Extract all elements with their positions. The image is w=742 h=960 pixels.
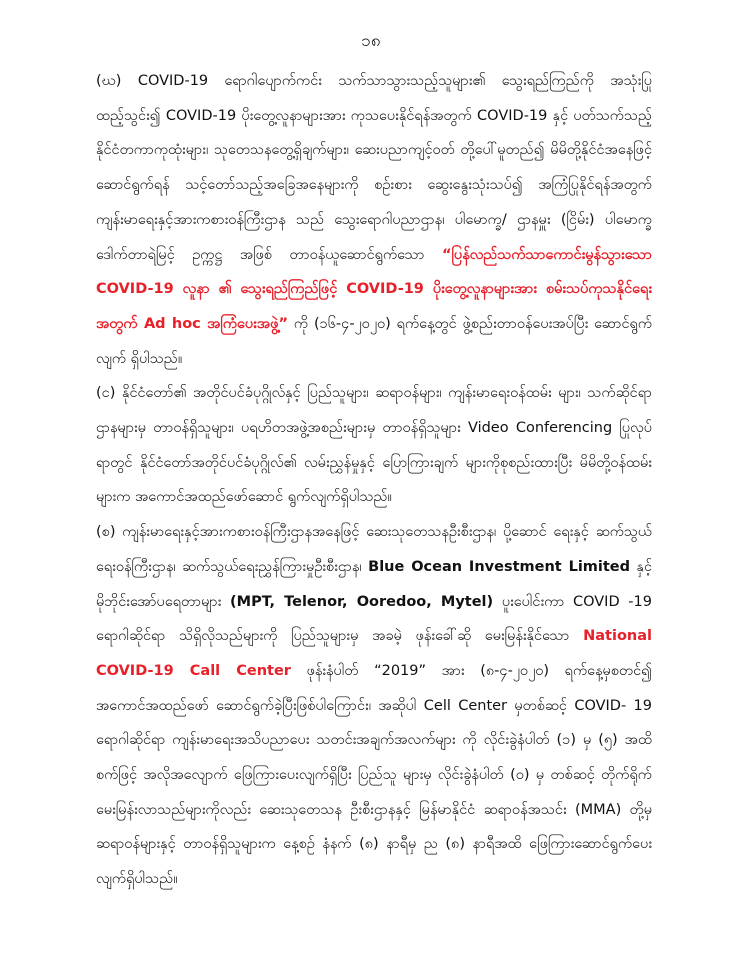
- paragraph-nga: [96, 376, 652, 515]
- paragraph-text: (င) နိုင်ငံတော်၏ အတိုင်ပင်ခံပုဂ္ဂိုလ်နှင့် ပြည်သူများ၊ ဆရာဝန်များ၊ ကျန်းမာရေးဝန်ထမ်း များ၊ သက်ဆိုင်ရာဌာနများမှ တာဝန်ရှိသူများ၊ ပရဟိတအဖွဲ့အစည်းများမှ တာဝန်ရှိသူများ Video Conferencing ပြုလုပ်ရာတွင် နိုင်ငံတော်အတိုင်ပင်ခံပုဂ္ဂိုလ်၏ လမ်းညွှန်မှုနှင့် ပြောကြားချက် များကိုစုစည်းထားပြီး မိမိတို့ဝန်ထမ်းများက အကောင်အထည်ဖော်ဆောင် ရွက်လျက်ရှိပါသည်။: [96, 385, 652, 506]
- paragraph-text: ဖုန်းနံပါတ် “2019” အား (၈-၄-၂၀၂၀) ရက်နေ့မှစတင်၍ အကောင်အထည်ဖော် ဆောင်ရွက်ခဲ့ပြီးဖြစ်ပါကြောင်း၊ အဆိုပါ Cell Center မှတစ်ဆင့် COVID- 19 ရောဂါဆိုင်ရာ ကျန်းမာရေးအသိပညာပေး သတင်းအချက်အလက်များ ကို လိုင်းခွဲနံပါတ် (၁) မှ (၅) အထိ စက်ဖြင့် အလိုအလျောက် ဖြေကြားပေးလျက်ရှိပြီး ပြည်သူ များမှ လိုင်းခွဲနံပါတ် (၀) မှ တစ်ဆင့် တိုက်ရိုက်မေးမြန်းလာသည်များကိုလည်း ဆေးသုတေသန ဦးစီးဌာနနှင့် မြန်မာနိုင်ငံ ဆရာဝန်အသင်း (MMA) တို့မှ ဆရာဝန်များနှင့် တာဝန်ရှိသူများက နေ့စဉ် နံနက် (၈) နာရီမှ ည (၈) နာရီအထိ ဖြေကြားဆောင်ရွက်ပေးလျက်ရှိပါသည်။: [96, 662, 652, 888]
- paragraph-gha: [96, 64, 652, 376]
- bold-company-name: Blue Ocean Investment Limited: [368, 558, 631, 575]
- paragraph-text: (ဃ) COVID-19 ရောဂါပျောက်ကင်း သက်သာသွားသည့်သူများ၏ သွေးရည်ကြည်ကို အသုံးပြု ထည့်သွင်း၍ COVID-19 ပိုးတွေ့လူနာများအား ကုသပေးနိုင်ရန်အတွက် COVID-19 နှင့် ပတ်သက်သည့် နိုင်ငံတကာကုထုံးများ၊ သုတေသနတွေ့ရှိချက်များ၊ ဆေးပညာကျင့်ဝတ် တို့ပေါ်မူတည်၍ မိမိတို့နိုင်ငံအနေဖြင့် ဆောင်ရွက်ရန် သင့်တော်သည့်အခြေအနေများကို စဉ်းစား ဆွေးနွေးသုံးသပ်၍ အကြံပြုနိုင်ရန်အတွက် ကျန်းမာရေးနှင့်အားကစားဝန်ကြီးဌာန သည် သွေးရောဂါပညာဌာန၊ ပါမောက္ခ/ ဌာနမှူး (ငြိမ်း) ပါမောက္ခဒေါက်တာရဲမြင့် ဥက္ကဋ္ဌ အဖြစ် တာဝန်ယူဆောင်ရွက်သော: [96, 73, 652, 263]
- paragraph-text: နှင့် မိုဘိုင်းအော်ပရေတာများ: [96, 558, 652, 610]
- paragraph-text: ကို (၁၆-၄-၂၀၂၀) ရက်နေ့တွင် ဖွဲ့စည်းတာဝန်ပေးအပ်ပြီး ဆောင်ရွက်လျက် ရှိပါသည်။: [96, 315, 653, 367]
- bold-operator-list: (MPT, Telenor, Ooredoo, Mytel): [230, 593, 494, 610]
- highlighted-committee-name: “ပြန်လည်သက်သာကောင်းမွန်သွားသော COVID-19 လူနာ ၏ သွေးရည်ကြည်ဖြင့် COVID-19 ပိုးတွေ့လူနာများအား စမ်းသပ်ကုသနိုင်ရေးအတွက် Ad hoc အကြံပေးအဖွဲ့”: [96, 246, 652, 332]
- highlighted-call-center-name: National COVID-19 Call Center: [96, 628, 652, 679]
- document-body: [96, 64, 652, 897]
- paragraph-text: (စ) ကျန်းမာရေးနှင့်အားကစားဝန်ကြီးဌာနအနေဖြင့် ဆေးသုတေသနဦးစီးဌာန၊ ပို့ဆောင် ရေးနှင့် ဆက်သွယ်ရေးဝန်ကြီးဌာန၊ ဆက်သွယ်ရေးညွှန်ကြားမှုဦးစီးဌာန၊: [96, 524, 652, 575]
- paragraph-text: ပူးပေါင်းကာ COVID -19 ရောဂါဆိုင်ရာ သိရှိလိုသည်များကို ပြည်သူများမှ အခမဲ့ ဖုန်းခေါ်ဆို မေးမြန်းနိုင်သော: [96, 593, 652, 645]
- page-number: ၁၈: [361, 31, 381, 51]
- paragraph-sa: [96, 515, 652, 897]
